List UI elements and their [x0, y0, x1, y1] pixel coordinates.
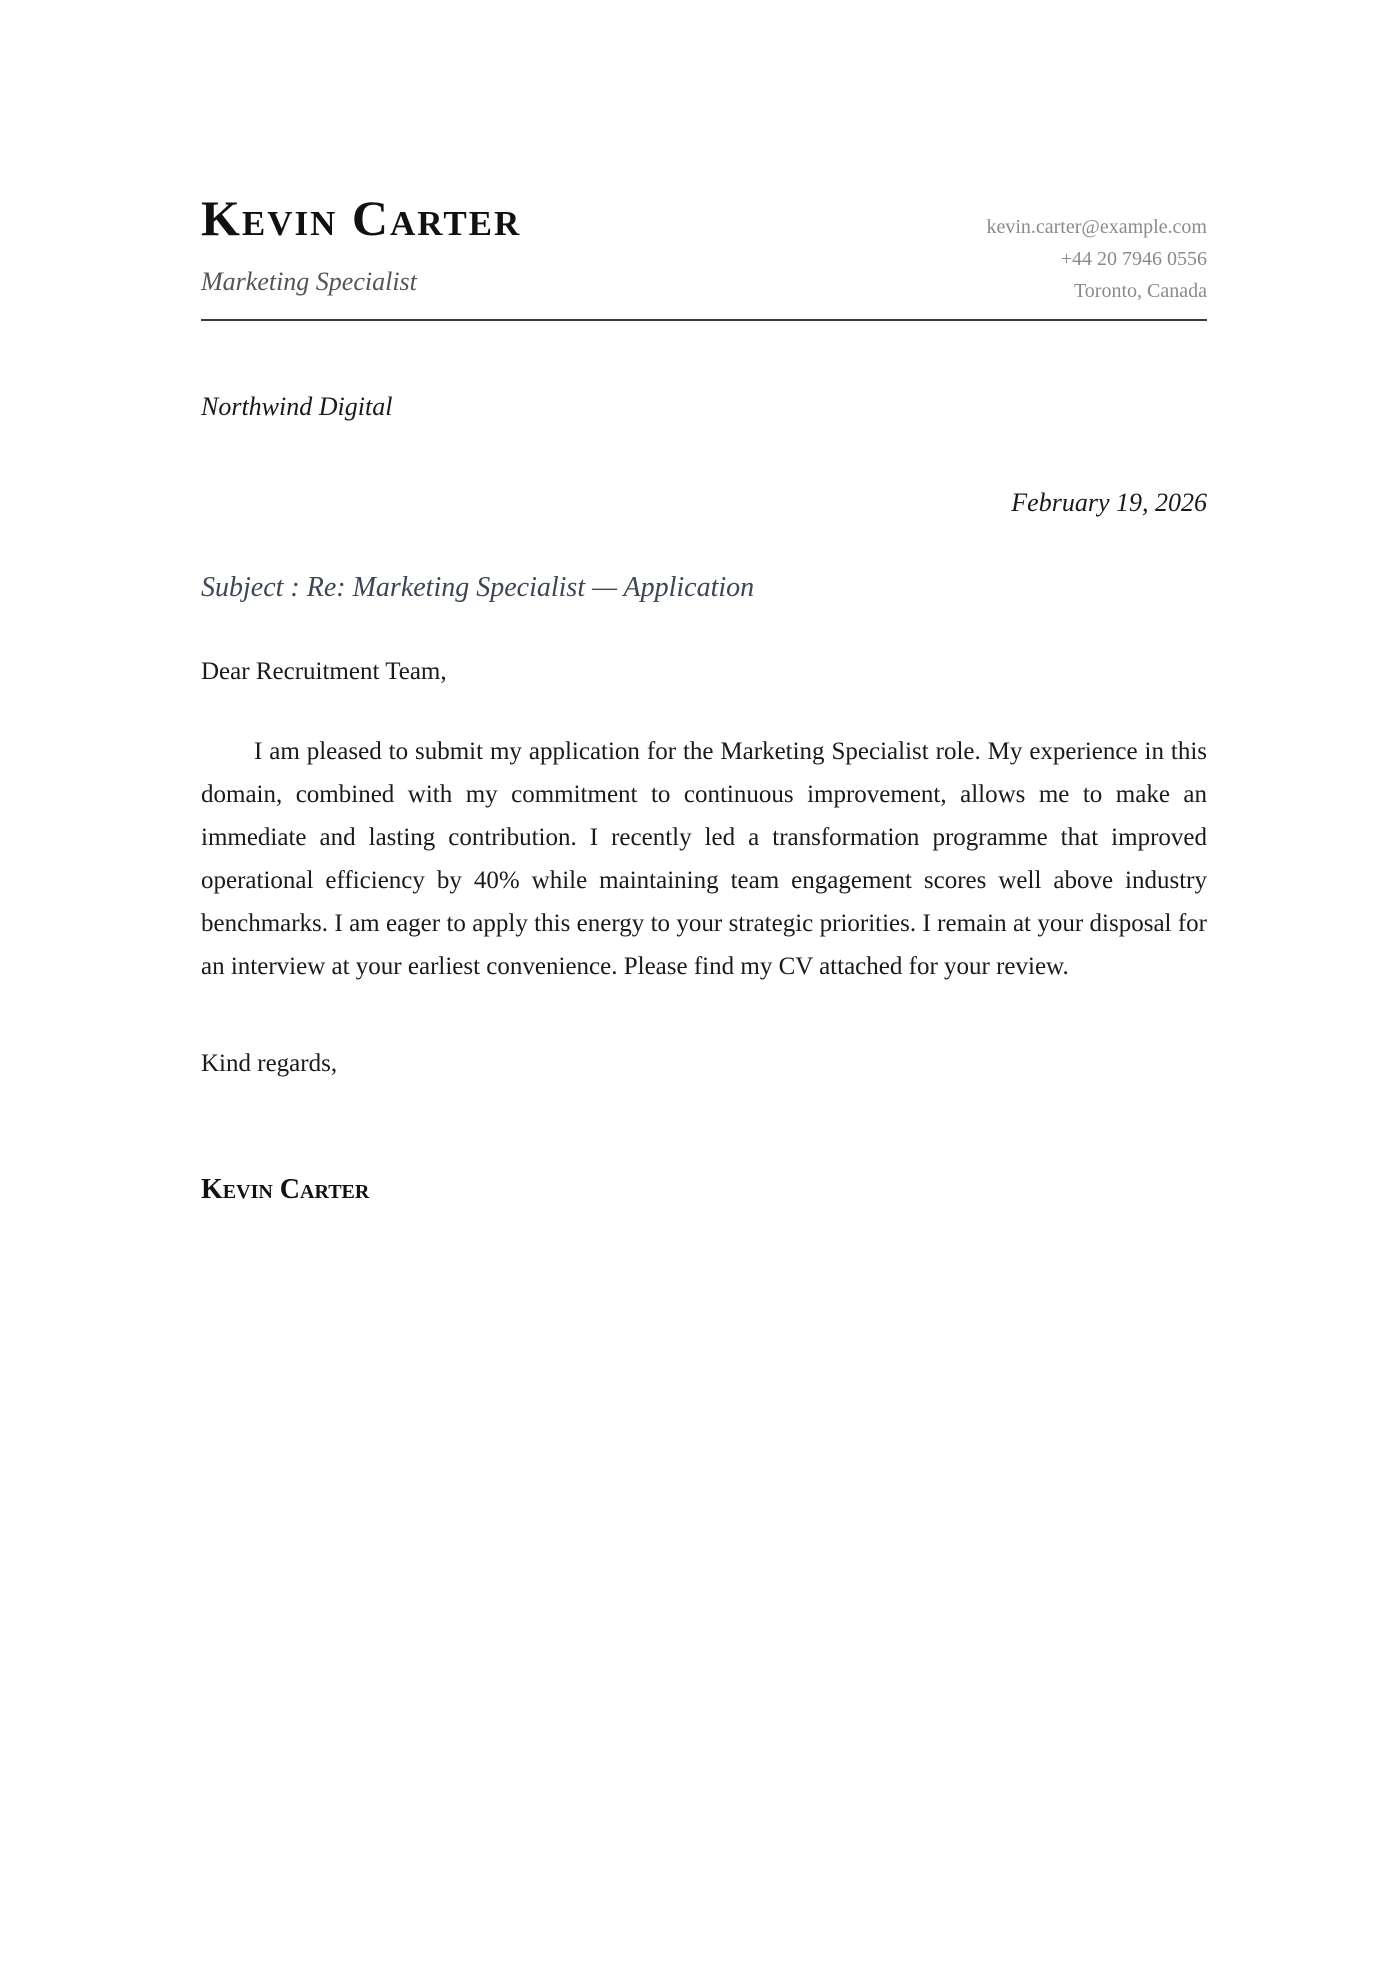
letter-body: I am pleased to submit my application for the Marketing Specialist role. My experience in this domain, combined with my commitment to continuous improvement, allows me to make an immediate and lasting contribution. I recently led a transformation programme that improved operational efficiency by 40% while maintaining team engagement scores well above industry benchmarks. I am eager to apply this energy to your strategic priorities. I remain at your disposal for an interview at your earliest convenience. Please find my CV attached for your review.	[201, 738, 1207, 980]
contact-block	[986, 211, 1207, 307]
recipient-company: Northwind Digital	[201, 392, 393, 421]
letter-date: February 19, 2026	[1011, 488, 1207, 517]
salutation: Dear Recruitment Team,	[201, 658, 447, 685]
letter-subject: Subject : Re: Marketing Specialist — Application	[201, 572, 755, 603]
signature-name: Kevin Carter	[201, 1174, 370, 1205]
contact-location: Toronto, Canada	[1073, 280, 1207, 302]
letter-header	[201, 185, 1207, 321]
sender-role: Marketing Specialist	[201, 267, 417, 296]
contact-email: kevin.carter@example.com	[986, 216, 1207, 238]
closing: Kind regards,	[201, 1050, 338, 1077]
contact-phone: +44 20 7946 0556	[1060, 248, 1207, 270]
sender-name: Kevin Carter	[201, 190, 522, 246]
letter-page	[201, 0, 1207, 1980]
